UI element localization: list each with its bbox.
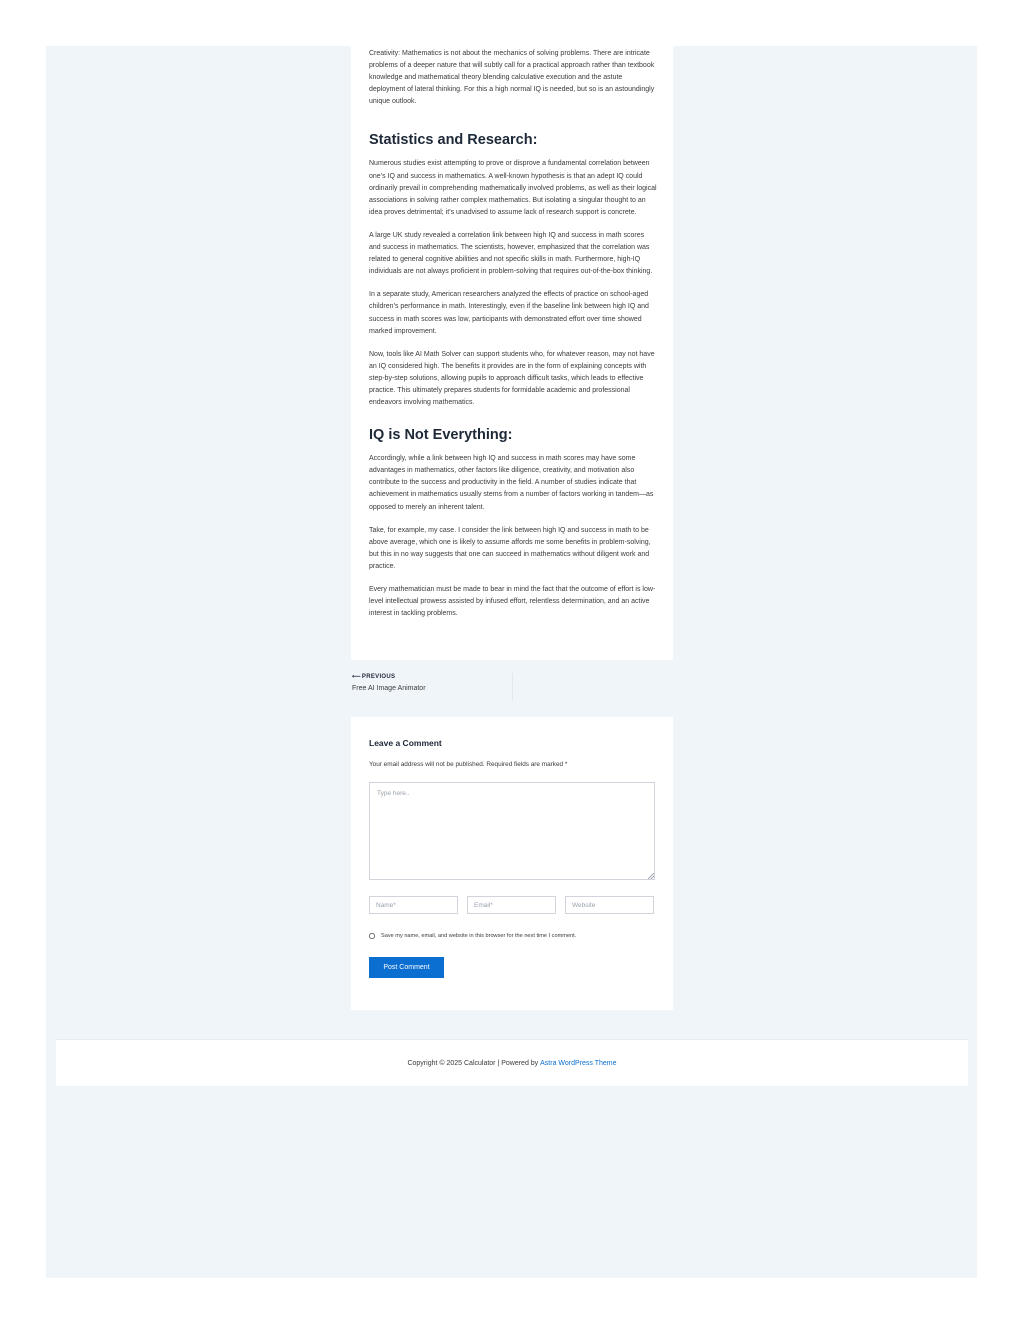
previous-post-title[interactable]: Free AI Image Animator xyxy=(352,685,426,692)
consent-checkbox[interactable] xyxy=(369,933,375,939)
article-paragraph: Numerous studies exist attempting to prove or disprove a fundamental correlation between one’s IQ and success in mathematics. A well-known hypothesis is that an adept IQ could ordinarily prevail in comprehending mathematically involved problems, as well as their logical associations in solving rather complex mathematics. But isolating a singular thought to an idea proves detrimental; it’s unadvised to assume lack of research support is concrete. xyxy=(369,160,657,216)
comment-textarea[interactable] xyxy=(369,782,655,880)
site-footer xyxy=(56,1039,968,1086)
previous-label-text: PREVIOUS xyxy=(361,673,396,680)
previous-label[interactable] xyxy=(352,673,512,680)
website-field[interactable] xyxy=(565,896,654,914)
section-heading-iq: IQ is Not Everything: xyxy=(369,427,513,444)
footer-copyright: Copyright © 2025 Calculator | Powered by xyxy=(407,1059,539,1067)
article-paragraph: In a separate study, American researchers analyzed the effects of practice on school-aged children’s performance in math. Interestingly, even if the baseline link between high IQ and success in math scores was low, participants with demonstrated effort over time showed marked improvement. xyxy=(369,291,649,335)
article-paragraph: A large UK study revealed a correlation link between high IQ and success in math scores and success in mathematics. The scientists, however, emphasized that the correlation was related to general cognitive abilities and not specific skills in math. Furthermore, high-IQ individuals are not always proficient in problem-solving that requires out-of-the-box thinking. xyxy=(369,231,653,276)
article-paragraph: Every mathematician must be made to bear in mind the fact that the outcome of effort is low-level intellectual prowess assisted by infused effort, relentless determination, and an active interest in tackling problems. xyxy=(369,586,656,618)
previous-post-link[interactable] xyxy=(352,673,513,701)
resize-handle-icon[interactable] xyxy=(648,873,654,879)
article-paragraph: Now, tools like AI Math Solver can support students who, for whatever reason, may not have an IQ considered high. The benefits it provides are in the form of explaining concepts with step-by-step solutions, allowing pupils to approach difficult tasks, which leads to effective practice. This ultimately prepares students for formidable academic and professional endeavors involving mathematics. xyxy=(369,350,655,407)
comment-form xyxy=(351,717,673,1010)
footer-theme-link[interactable]: Astra WordPress Theme xyxy=(540,1059,617,1067)
arrow-left-icon: ⟵ xyxy=(352,674,361,680)
article-body xyxy=(369,46,657,631)
comment-form-note: Your email address will not be published. Required fields are marked * xyxy=(369,761,568,768)
article-content xyxy=(351,46,673,660)
article-paragraph: Take, for example, my case. I consider the link between high IQ and success in math to be above average, which one is likely to assume affords me some benefits in problem-solving, but this in no way suggests that one can succeed in mathematics without diligent work and practice. xyxy=(369,526,651,570)
section-heading-statistics: Statistics and Research: xyxy=(369,132,538,149)
email-field[interactable] xyxy=(467,896,556,914)
article-paragraph: Creativity: Mathematics is not about the mechanics of solving problems. There are intricate problems of a deeper nature that will subtly call for a practical approach rather than textbook knowledge and mathematical theory blending calculative execution and the astute deployment of lateral thinking. For this a high normal IQ is needed, but so is an astoundingly unique outlook. xyxy=(369,50,655,106)
consent-label: Save my name, email, and website in this browser for the next time I comment. xyxy=(381,933,577,939)
article-paragraph: Accordingly, while a link between high IQ and success in math scores may have some advantages in mathematics, other factors like diligence, creativity, and motivation also contribute to the success and productivity in the field. A number of studies indicate that achievement in mathematics usually stems from a number of factors working in tandem—as opposed to merely an inherent talent. xyxy=(369,455,654,511)
comment-form-title: Leave a Comment xyxy=(369,738,442,748)
post-comment-button[interactable]: Post Comment xyxy=(369,957,444,978)
name-field[interactable] xyxy=(369,896,458,914)
consent-row[interactable] xyxy=(369,933,576,939)
